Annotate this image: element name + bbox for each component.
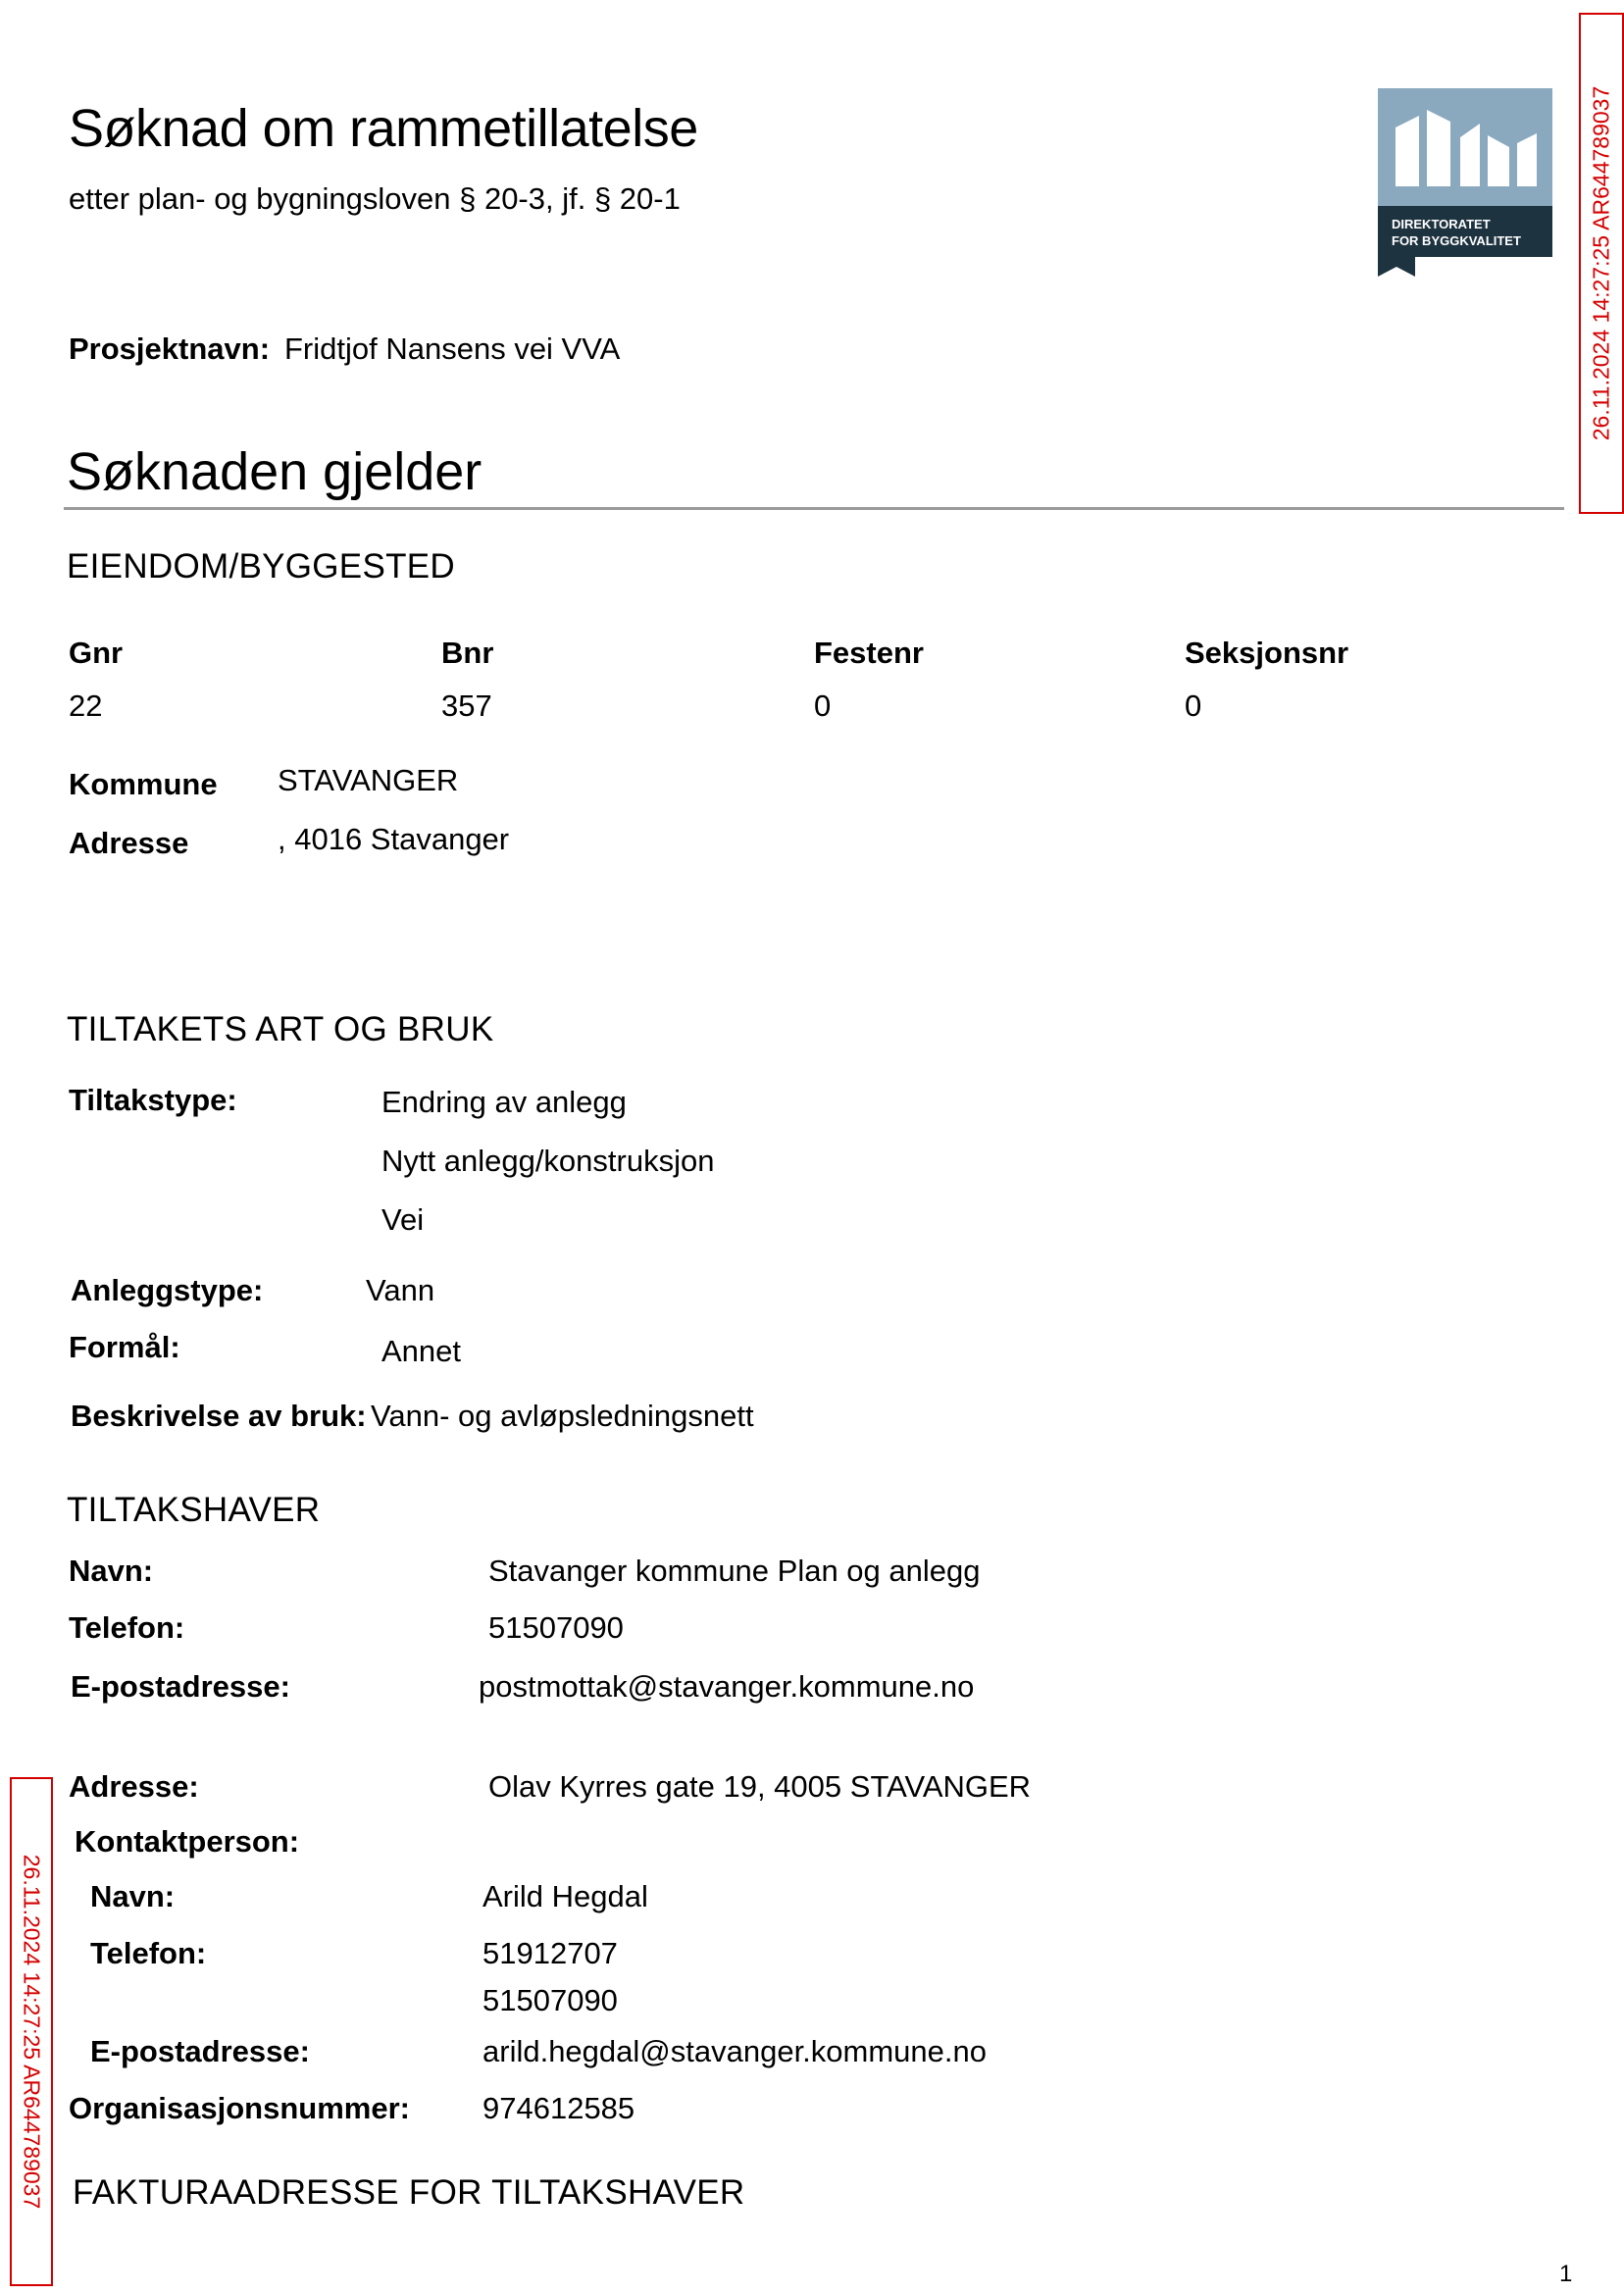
- tiltakstype-label: Tiltakstype:: [69, 1083, 237, 1117]
- adresse-label: Adresse: [69, 826, 189, 860]
- tiltakshaver-section-heading: TILTAKSHAVER: [67, 1491, 321, 1529]
- tiltak-section-heading: TILTAKETS ART OG BRUK: [67, 1010, 494, 1048]
- building-logo-icon: [1378, 88, 1552, 277]
- logo-text-line2: FOR BYGGKVALITET: [1392, 233, 1521, 248]
- tiltakshaver-telefon-label: Telefon:: [69, 1610, 185, 1645]
- kontaktperson-telefon-value: 51912707: [482, 1936, 618, 1970]
- tiltakshaver-adresse-value: Olav Kyrres gate 19, 4005 STAVANGER: [488, 1769, 1032, 1804]
- kommune-label: Kommune: [69, 767, 218, 801]
- page-number: 1: [1559, 2261, 1573, 2287]
- tiltakshaver-telefon-value: 51507090: [488, 1610, 624, 1645]
- project-name-value: Fridtjof Nansens vei VVA: [284, 331, 621, 366]
- heading-divider: [64, 507, 1564, 510]
- date-stamp-text: 26.11.2024 14:27:25 AR644789037: [1588, 85, 1614, 441]
- tiltakshaver-epost-label: E-postadresse:: [71, 1669, 290, 1704]
- seksjonsnr-value: 0: [1185, 688, 1202, 723]
- kontaktperson-telefon-value: 51507090: [482, 1983, 618, 2017]
- date-stamp-text: 26.11.2024 14:27:25 AR644789037: [19, 1854, 45, 2210]
- festenr-label: Festenr: [814, 636, 924, 670]
- tiltakstype-value: Vei: [381, 1202, 425, 1237]
- document-title: Søknad om rammetillatelse: [69, 99, 698, 158]
- dibk-logo: [1378, 88, 1552, 277]
- property-section-heading: EIENDOM/BYGGESTED: [67, 547, 455, 586]
- kontaktperson-telefon-label: Telefon:: [90, 1936, 207, 1970]
- tiltakstype-value: Nytt anlegg/konstruksjon: [381, 1144, 715, 1178]
- kontaktperson-epost-label: E-postadresse:: [90, 2034, 310, 2068]
- anleggstype-label: Anleggstype:: [71, 1273, 264, 1307]
- bnr-label: Bnr: [441, 636, 494, 670]
- festenr-value: 0: [814, 688, 832, 723]
- formal-value: Annet: [381, 1334, 462, 1368]
- date-stamp-left: [10, 1777, 53, 2286]
- gnr-value: 22: [69, 688, 103, 723]
- kommune-value: STAVANGER: [278, 763, 459, 797]
- beskrivelse-value: Vann- og avløpsledningsnett: [371, 1399, 754, 1433]
- tiltakstype-value: Endring av anlegg: [381, 1085, 627, 1119]
- orgnr-value: 974612585: [482, 2091, 635, 2125]
- logo-text-line1: DIREKTORATET: [1392, 217, 1491, 231]
- orgnr-label: Organisasjonsnummer:: [69, 2091, 410, 2125]
- formal-label: Formål:: [69, 1330, 180, 1364]
- document-subtitle: etter plan- og bygningsloven § 20-3, jf. § 20-1: [69, 181, 681, 216]
- tiltakshaver-adresse-label: Adresse:: [69, 1769, 199, 1804]
- anleggstype-value: Vann: [366, 1273, 435, 1307]
- faktura-section-heading: FAKTURAADRESSE FOR TILTAKSHAVER: [73, 2173, 745, 2212]
- date-stamp-top: [1579, 13, 1624, 514]
- tiltakshaver-epost-value: postmottak@stavanger.kommune.no: [479, 1669, 975, 1704]
- gnr-label: Gnr: [69, 636, 124, 670]
- tiltakshaver-navn-value: Stavanger kommune Plan og anlegg: [488, 1554, 981, 1588]
- main-heading: Søknaden gjelder: [67, 442, 482, 501]
- kontaktperson-epost-value: arild.hegdal@stavanger.kommune.no: [482, 2034, 987, 2068]
- seksjonsnr-label: Seksjonsnr: [1185, 636, 1349, 670]
- beskrivelse-label: Beskrivelse av bruk:: [71, 1399, 367, 1433]
- project-name-label: Prosjektnavn:: [69, 331, 271, 366]
- kontaktperson-navn-value: Arild Hegdal: [482, 1879, 648, 1913]
- kontaktperson-label: Kontaktperson:: [75, 1824, 300, 1859]
- tiltakshaver-navn-label: Navn:: [69, 1554, 154, 1588]
- bnr-value: 357: [441, 688, 492, 723]
- kontaktperson-navn-label: Navn:: [90, 1879, 176, 1913]
- adresse-value: , 4016 Stavanger: [278, 822, 510, 856]
